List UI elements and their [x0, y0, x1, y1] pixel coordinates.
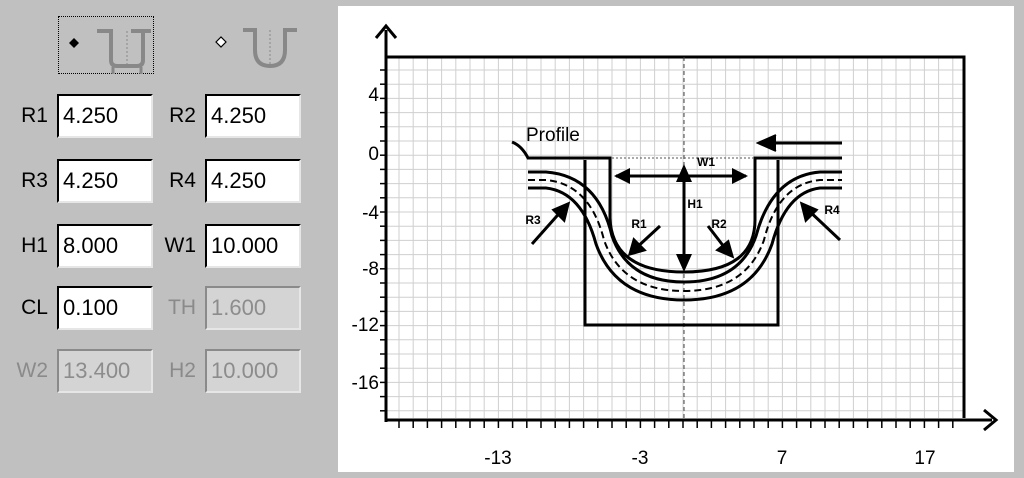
r1-input[interactable]: 4.250	[57, 94, 153, 138]
r2-input[interactable]: 4.250	[205, 94, 301, 138]
r3-label: R3	[21, 169, 48, 192]
feed-arrow-head	[758, 135, 776, 151]
w1-label: W1	[164, 234, 196, 257]
r4-input[interactable]: 4.250	[205, 159, 301, 203]
h1-dim-label: H1	[687, 197, 703, 211]
y-tick-label: -12	[351, 315, 379, 336]
profile-label: Profile	[526, 125, 580, 146]
th-input: 1.600	[205, 286, 301, 330]
cl-input[interactable]: 0.100	[57, 286, 153, 330]
w2-input: 13.400	[57, 349, 153, 393]
grid	[386, 57, 964, 418]
x-tick-label: 7	[776, 448, 788, 469]
profile-type-closed-button[interactable]	[58, 16, 154, 74]
y-tick-label: 4	[368, 85, 379, 106]
closed-profile-icon	[59, 17, 155, 75]
h1-input[interactable]: 8.000	[57, 224, 153, 268]
profile-type-open-button[interactable]	[205, 16, 301, 74]
cl-label: CL	[21, 296, 48, 319]
x-tick-label: 17	[914, 448, 936, 469]
r4-arrow-head	[802, 204, 816, 220]
y-tick-label: 0	[368, 144, 379, 165]
y-tick-label: -4	[362, 203, 379, 224]
y-tick-label: -16	[351, 373, 379, 394]
profile-preview-graph	[338, 6, 1014, 472]
y-tick-label: -8	[362, 259, 379, 280]
h2-input: 10.000	[205, 349, 301, 393]
open-profile-icon	[205, 16, 301, 74]
w1-dim-label: W1	[697, 155, 715, 169]
r1-dim-label: R1	[631, 217, 647, 231]
r4-label: R4	[169, 169, 196, 192]
plot-frame	[386, 57, 964, 418]
r3-dim-label: R3	[525, 213, 541, 227]
r1-label: R1	[21, 104, 48, 127]
th-label: TH	[168, 296, 196, 319]
r2-label: R2	[169, 104, 196, 127]
h1-label: H1	[21, 234, 48, 257]
r2-dim-label: R2	[711, 217, 727, 231]
parameter-panel	[0, 0, 338, 478]
x-tick-label: -3	[631, 448, 649, 469]
x-tick-label: -13	[484, 448, 512, 469]
w2-label: W2	[16, 359, 48, 382]
r3-input[interactable]: 4.250	[57, 159, 153, 203]
r4-dim-label: R4	[824, 203, 840, 217]
w1-input[interactable]: 10.000	[205, 224, 301, 268]
h2-label: H2	[169, 359, 196, 382]
